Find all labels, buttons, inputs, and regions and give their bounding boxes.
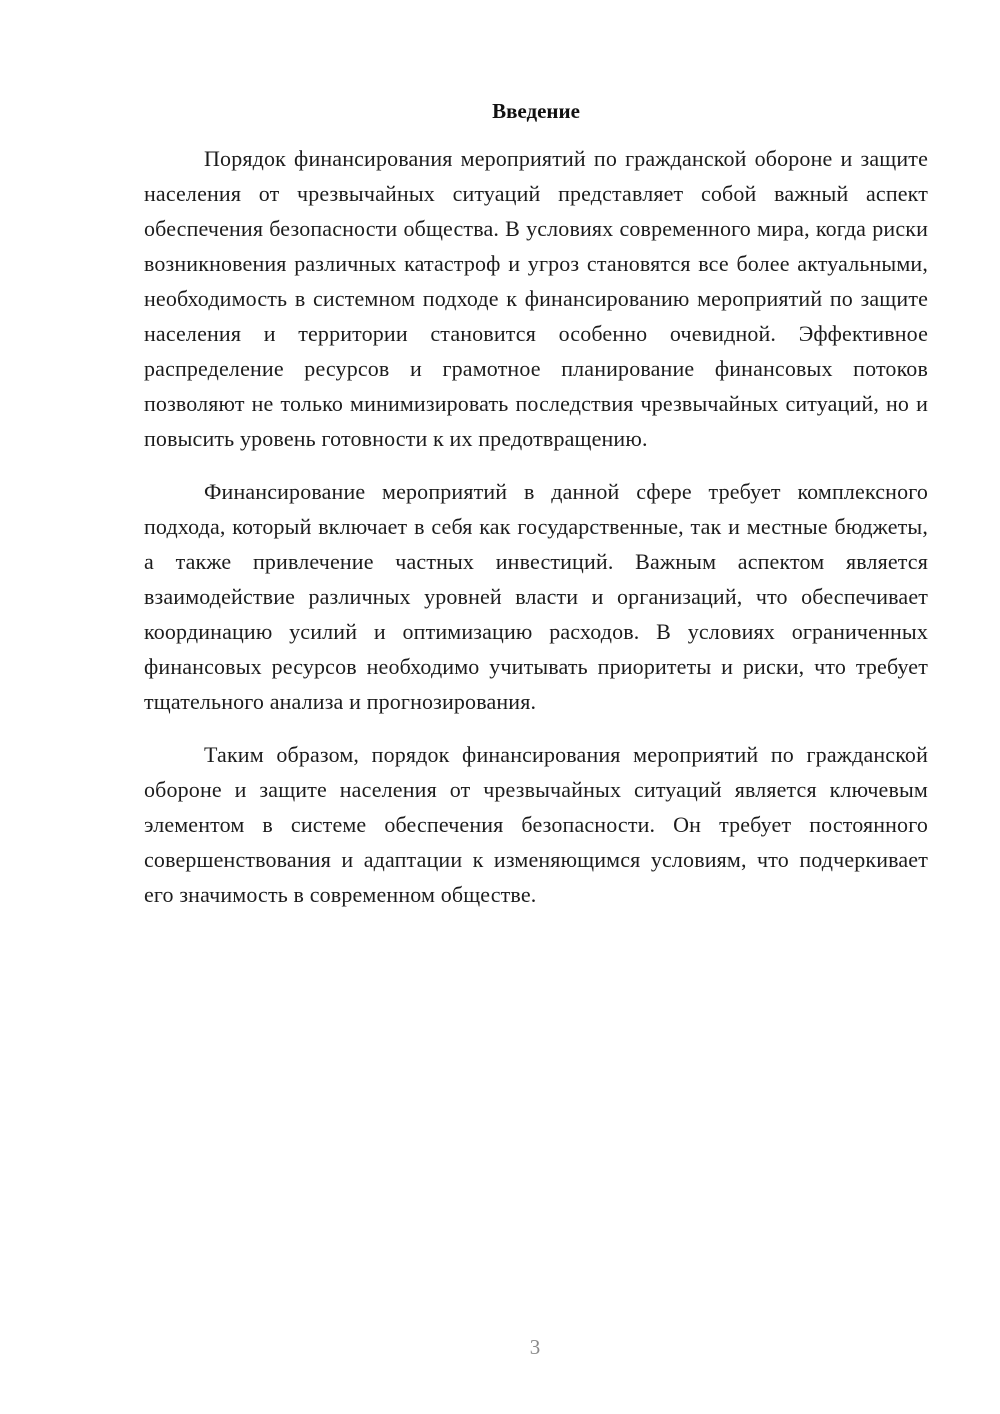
page-number: 3 — [529, 1335, 541, 1359]
paragraph-1: Порядок финансирования мероприятий по гражданской обороне и защите населения от чрезвычайных ситуаций представляет собой важный аспект обеспечения безопасности общества. В условиях современного мира, когда риски возникновения различных катастроф и угроз становятся все более актуальными, необходимость в системном подходе к финансированию мероприятий по защите населения и территории становится особенно очевидной. Эффективное распределение ресурсов и грамотное планирование финансовых потоков позволяют не только минимизировать последствия чрезвычайных ситуаций, но и повысить уровень готовности к их предотвращению. — [144, 146, 928, 451]
body-text — [144, 141, 928, 930]
paragraph-3: Таким образом, порядок финансирования мероприятий по гражданской обороне и защите населения от чрезвычайных ситуаций является ключевым элементом в системе обеспечения безопасности. Он требует постоянного совершенствования и адаптации к изменяющимся условиям, что подчеркивает его значимость в современном обществе. — [144, 742, 928, 907]
paragraph-2: Финансирование мероприятий в данной сфере требует комплексного подхода, который включает в себя как государственные, так и местные бюджеты, а также привлечение частных инвестиций. Важным аспектом является взаимодействие различных уровней власти и организаций, что обеспечивает координацию усилий и оптимизацию расходов. В условиях ограниченных финансовых ресурсов необходимо учитывать приоритеты и риски, что требует тщательного анализа и прогнозирования. — [144, 479, 928, 714]
section-title: Введение — [492, 99, 580, 123]
